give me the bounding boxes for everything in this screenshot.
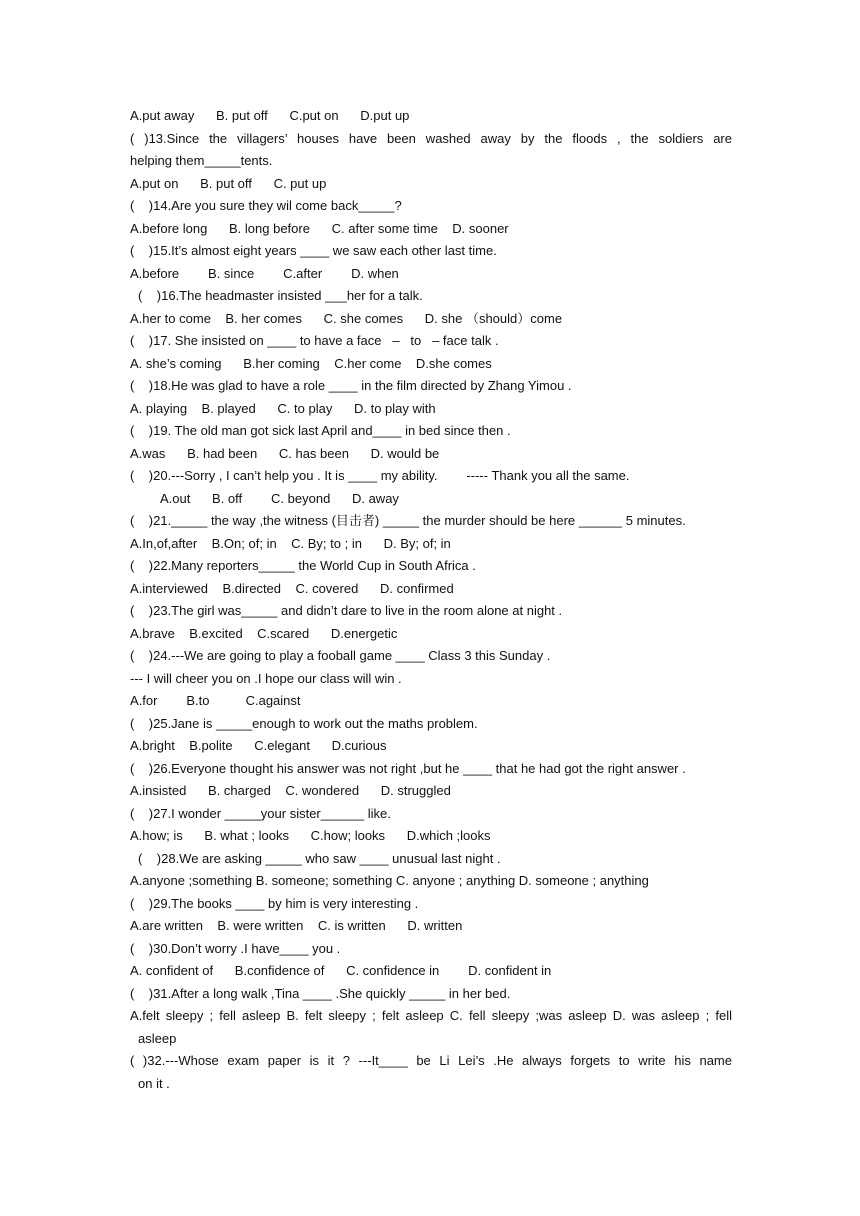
question-29: ( )29.The books ____ by him is very interesting . <box>130 895 419 911</box>
question-21: ( )21._____ the way ,the witness (目击者) _____ the murder should be here ______ 5 minutes. <box>130 513 686 528</box>
options-13: A.put on B. put off C. put up <box>130 175 327 191</box>
question-28: ( )28.We are asking _____ who saw ____ unusual last night . <box>138 850 501 866</box>
question-16: ( )16.The headmaster insisted ___her for a talk. <box>138 288 423 303</box>
question-32: ( )32.---Whose exam paper is it ? ---It____ be Li Lei’s .He always forgets to write his name <box>130 1053 732 1068</box>
question-24-reply: --- I will cheer you on .I hope our class will win . <box>130 670 402 686</box>
options-19: A.was B. had been C. has been D. would be <box>130 445 440 461</box>
question-19: ( )19. The old man got sick last April and____ in bed since then . <box>130 423 511 438</box>
options-30: A. confident of B.confidence of C. confidence in D. confident in <box>130 963 552 978</box>
question-13: ( )13.Since the villagers’ houses have been washed away by the floods , the soldiers are <box>130 130 732 146</box>
question-25: ( )25.Jane is _____enough to work out the maths problem. <box>130 715 478 731</box>
options-21: A.In,of,after B.On; of; in C. By; to ; in D. By; of; in <box>130 535 451 551</box>
question-13-continued: helping them_____tents. <box>130 153 273 168</box>
options-29: A.are written B. were written C. is written D. written <box>130 918 463 933</box>
question-20: ( )20.---Sorry , I can’t help you . It is ____ my ability. ----- Thank you all the same. <box>130 468 630 483</box>
options-27: A.how; is B. what ; looks C.how; looks D.which ;looks <box>130 828 491 843</box>
options-28: A.anyone ;something B. someone; something C. anyone ; anything D. someone ; anything <box>130 873 649 888</box>
question-14: ( )14.Are you sure they wil come back_____? <box>130 198 402 213</box>
options-31-continued: asleep <box>138 1030 177 1046</box>
options-line: A.put away B. put off C.put on D.put up <box>130 108 410 123</box>
question-15: ( )15.It’s almost eight years ____ we saw each other last time. <box>130 243 497 258</box>
question-22: ( )22.Many reporters_____ the World Cup in South Africa . <box>130 558 476 573</box>
question-26: ( )26.Everyone thought his answer was not right ,but he ____ that he had got the right answer . <box>130 760 686 776</box>
options-17: A. she’s coming B.her coming C.her come D.she comes <box>130 355 492 371</box>
question-32-continued: on it . <box>138 1075 170 1091</box>
options-24: A.for B.to C.against <box>130 693 301 708</box>
options-22: A.interviewed B.directed C. covered D. confirmed <box>130 580 454 596</box>
options-15: A.before B. since C.after D. when <box>130 265 399 281</box>
question-23: ( )23.The girl was_____ and didn’t dare to live in the room alone at night . <box>130 603 563 618</box>
options-20: A.out B. off C. beyond D. away <box>160 490 399 506</box>
question-31: ( )31.After a long walk ,Tina ____ .She quickly _____ in her bed. <box>130 985 511 1001</box>
question-17: ( )17. She insisted on ____ to have a face – to – face talk . <box>130 333 499 348</box>
question-18: ( )18.He was glad to have a role ____ in the film directed by Zhang Yimou . <box>130 378 572 393</box>
options-16: A.her to come B. her comes C. she comes D. she （should）come <box>130 310 563 326</box>
options-18: A. playing B. played C. to play D. to play with <box>130 400 436 416</box>
question-27: ( )27.I wonder _____your sister______ like. <box>130 805 391 821</box>
question-30: ( )30.Don’t worry .I have____ you . <box>130 940 341 956</box>
question-24: ( )24.---We are going to play a fooball game ____ Class 3 this Sunday . <box>130 648 551 663</box>
options-14: A.before long B. long before C. after some time D. sooner <box>130 220 509 236</box>
options-25: A.bright B.polite C.elegant D.curious <box>130 738 387 753</box>
options-31: A.felt sleepy ; fell asleep B. felt sleepy ; felt asleep C. fell sleepy ;was asleep D. was asleep ; fell <box>130 1008 732 1023</box>
options-23: A.brave B.excited C.scared D.energetic <box>130 625 398 641</box>
exam-questions <box>130 105 732 1095</box>
options-26: A.insisted B. charged C. wondered D. struggled <box>130 783 451 798</box>
